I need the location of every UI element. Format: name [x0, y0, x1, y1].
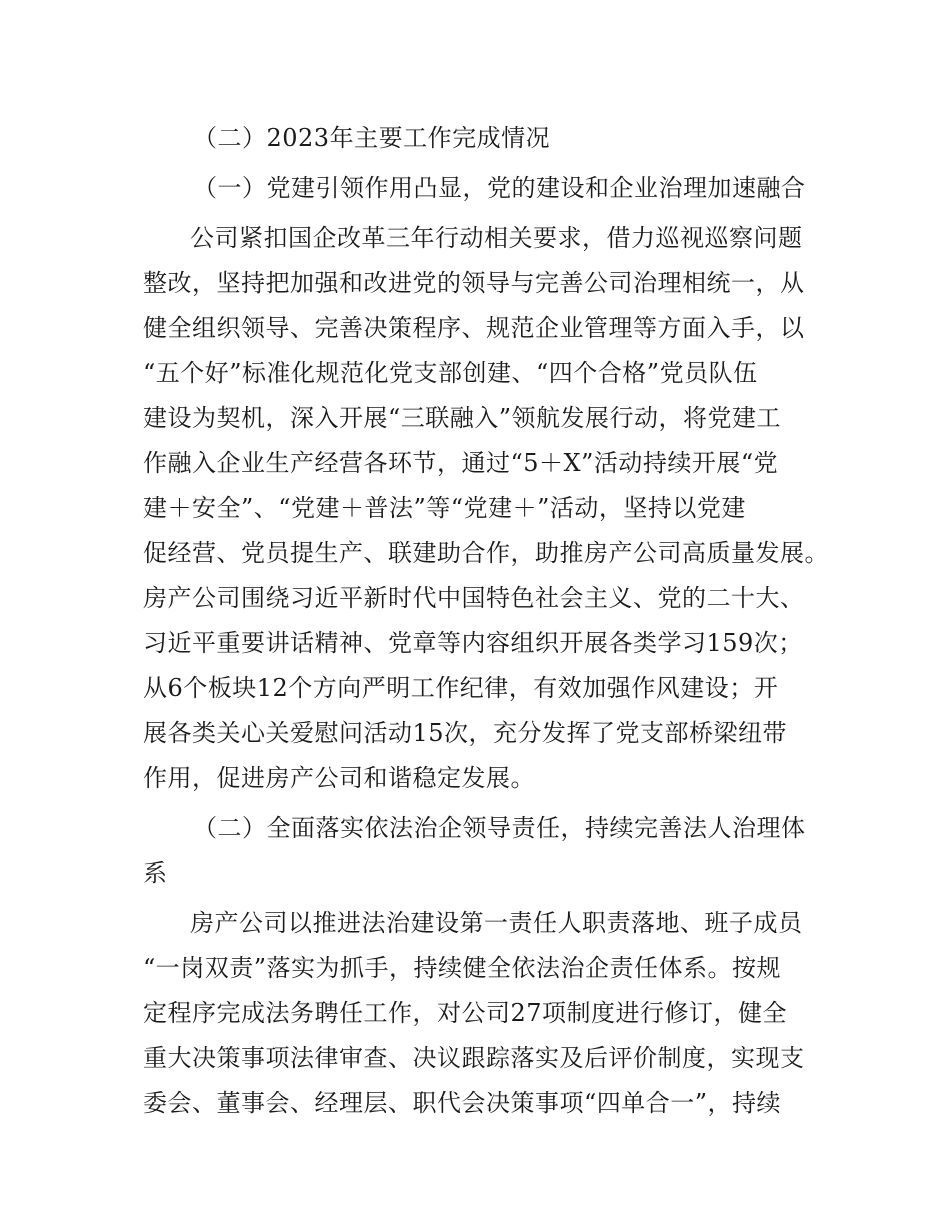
main-heading: （二）2023年主要工作完成情况 — [193, 124, 551, 152]
section-2-paragraph-line: 重大决策事项法律审查、决议跟踪落实及后评价制度，实现支 — [143, 1044, 805, 1072]
section-1-paragraph-line: 促经营、党员提生产、联建助合作，助推房产公司高质量发展。 — [143, 539, 829, 567]
section-1-paragraph-line: 展各类关心关爱慰问活动15次，充分发挥了党支部桥梁纽带 — [143, 719, 788, 747]
section-2-paragraph-line: 房产公司以推进法治建设第一责任人职责落地、班子成员 — [190, 909, 803, 937]
section-1-paragraph-line: “五个好”标准化规范化党支部创建、“四个合格”党员队伍 — [143, 359, 758, 387]
section-1-paragraph-line: 健全组织领导、完善决策程序、规范企业管理等方面入手，以 — [143, 314, 805, 342]
section-1-paragraph-line: 从6个板块12个方向严明工作纪律，有效加强作风建设；开 — [143, 674, 779, 702]
section-2-title: （二）全面落实依法治企领导责任，持续完善法人治理体 — [193, 814, 806, 842]
section-1-paragraph-line: 建设为契机，深入开展“三联融入”领航发展行动，将党建工 — [143, 404, 782, 432]
section-1-paragraph-line: 建＋安全”、“党建＋普法”等“党建＋”活动，坚持以党建 — [143, 494, 746, 522]
section-1-paragraph-line: 整改，坚持把加强和改进党的领导与完善公司治理相统一，从 — [143, 269, 805, 297]
section-1-title: （一）党建引领作用凸显，党的建设和企业治理加速融合 — [193, 174, 806, 202]
section-1-paragraph-line: 习近平重要讲话精神、党章等内容组织开展各类学习159次； — [143, 629, 803, 657]
section-1-paragraph-line: 房产公司围绕习近平新时代中国特色社会主义、党的二十大、 — [143, 584, 805, 612]
section-2-title-continued: 系 — [143, 859, 168, 887]
section-1-paragraph-line: 作用，促进房产公司和谐稳定发展。 — [143, 764, 535, 792]
section-1-paragraph-line: 公司紧扣国企改革三年行动相关要求，借力巡视巡察问题 — [190, 224, 803, 252]
section-2-paragraph-line: “一岗双责”落实为抓手，持续健全依法治企责任体系。按规 — [143, 954, 782, 982]
section-2-paragraph-line: 委会、董事会、经理层、职代会决策事项“四单合一”，持续 — [143, 1089, 782, 1117]
section-1-paragraph-line: 作融入企业生产经营各环节，通过“5＋X”活动持续开展“党 — [143, 449, 779, 477]
section-2-paragraph-line: 定程序完成法务聘任工作，对公司27项制度进行修订，健全 — [143, 999, 788, 1027]
